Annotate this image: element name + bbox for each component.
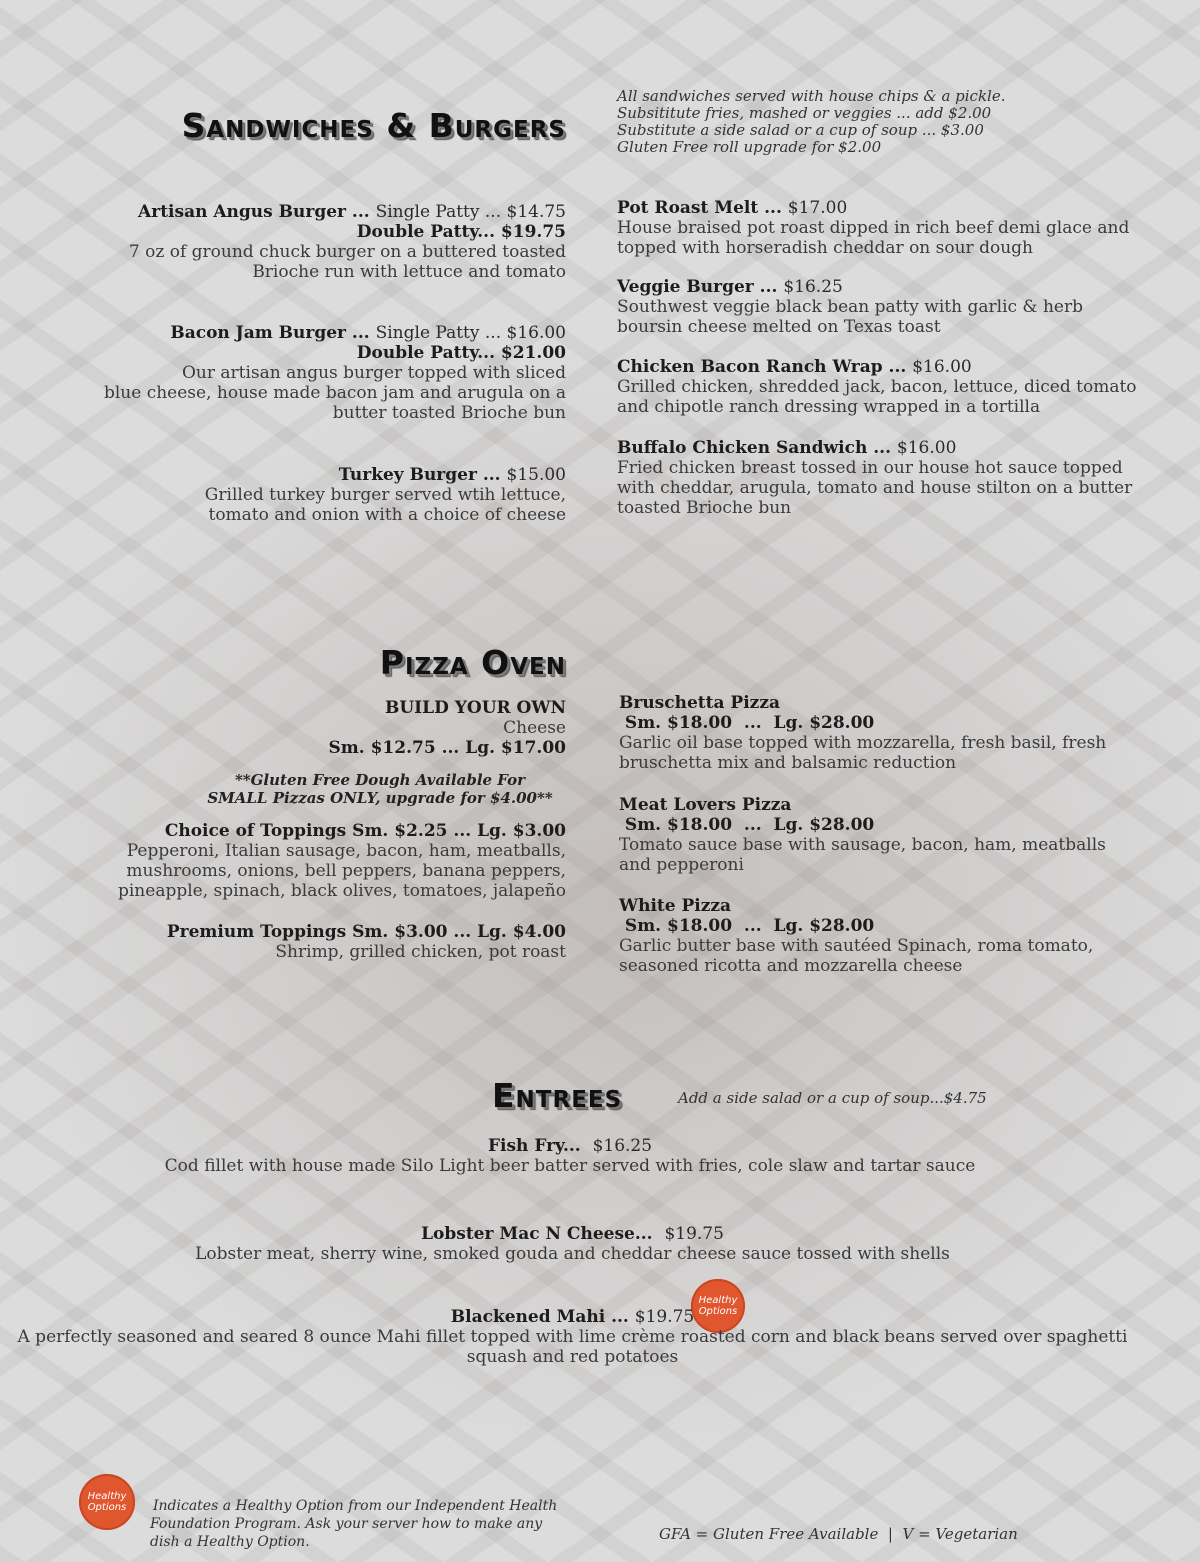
item-desc: Fried chicken breast tossed in our house hot sauce topped	[617, 458, 1123, 478]
entrees-title: Entrees	[492, 1076, 623, 1115]
dietary-legend: GFA = Gluten Free Available | V = Vegetarian	[659, 1525, 1018, 1543]
menu-item-bruschetta-pizza	[619, 693, 1179, 773]
item-desc: Garlic oil base topped with mozzarella, fresh basil, fresh	[619, 733, 1107, 753]
menu-item-lobster-mac	[0, 1224, 1145, 1264]
menu-item-veggie-burger	[617, 277, 1177, 337]
entrees-note: Add a side salad or a cup of soup...$4.75	[678, 1089, 987, 1107]
item-name: Chicken Bacon Ranch Wrap ...	[617, 357, 913, 377]
item-desc: topped with horseradish cheddar on sour dough	[617, 238, 1033, 258]
item-name: Veggie Burger ...	[617, 277, 784, 297]
item-prices: Sm. $18.00 ... Lg. $28.00	[619, 815, 875, 835]
gf-line: **Gluten Free Dough Available For	[234, 771, 526, 789]
item-name: Fish Fry...	[487, 1136, 593, 1156]
sandwiches-title: Sandwiches & Burgers	[181, 106, 566, 145]
menu-item-blackened-mahi	[0, 1307, 1145, 1367]
footer-line: Indicates a Healthy Option from our Independent Health	[153, 1498, 558, 1514]
item-desc: boursin cheese melted on Texas toast	[617, 317, 941, 337]
item-price: $16.00	[912, 357, 972, 377]
pizza-toppings	[60, 821, 566, 901]
item-price: Single Patty ... $14.75	[375, 202, 566, 222]
byo-prices: Sm. $12.75 ... Lg. $17.00	[328, 738, 566, 758]
healthy-options-legend-icon	[79, 1474, 135, 1530]
menu-item-buffalo-chicken-sandwich	[617, 438, 1177, 518]
item-desc: Southwest veggie black bean patty with garlic & herb	[617, 297, 1083, 317]
toppings-desc: pineapple, spinach, black olives, tomatoes, jalapeño	[117, 881, 566, 901]
sandwich-notes	[617, 88, 1177, 156]
badge-text: Options	[87, 1502, 127, 1513]
pizza-premium-toppings	[60, 922, 566, 962]
item-desc: Brioche run with lettuce and tomato	[252, 262, 566, 282]
badge-text: Healthy	[87, 1491, 127, 1502]
toppings-desc: Pepperoni, Italian sausage, bacon, ham, meatballs,	[126, 841, 566, 861]
note-line: All sandwiches served with house chips & a pickle.	[617, 87, 1006, 105]
note-line: Gluten Free roll upgrade for $2.00	[617, 138, 882, 156]
item-prices: Sm. $18.00 ... Lg. $28.00	[619, 916, 875, 936]
item-desc: blue cheese, house made bacon jam and arugula on a	[103, 383, 566, 403]
menu-item-artisan-burger	[60, 202, 566, 282]
item-desc: toasted Brioche bun	[617, 498, 792, 518]
item-name: Artisan Angus Burger ...	[138, 202, 376, 222]
item-name: Turkey Burger ...	[338, 465, 507, 485]
item-name: Meat Lovers Pizza	[619, 795, 792, 815]
item-price-double: Double Patty... $21.00	[356, 343, 566, 363]
item-name: White Pizza	[619, 896, 732, 916]
item-name: Bacon Jam Burger ...	[170, 323, 376, 343]
badge-text: Options	[698, 1306, 738, 1317]
gluten-free-note	[160, 771, 600, 807]
item-desc: Tomato sauce base with sausage, bacon, ham, meatballs	[619, 835, 1106, 855]
item-price: $19.75	[664, 1224, 724, 1244]
item-name: Buffalo Chicken Sandwich ...	[617, 438, 897, 458]
menu-item-turkey-burger	[60, 465, 566, 525]
menu-item-white-pizza	[619, 896, 1179, 976]
item-desc: Grilled chicken, shredded jack, bacon, lettuce, diced tomato	[617, 377, 1137, 397]
item-desc: Cod fillet with house made Silo Light beer batter served with fries, cole slaw and tartar sauce	[164, 1156, 976, 1176]
note-line: Substitute a side salad or a cup of soup ... $3.00	[617, 121, 984, 139]
item-desc: and chipotle ranch dressing wrapped in a tortilla	[617, 397, 1041, 417]
item-desc: 7 oz of ground chuck burger on a buttered toasted	[128, 242, 566, 262]
pizza-build-your-own	[60, 698, 566, 758]
item-price: $15.00	[506, 465, 566, 485]
item-desc: with cheddar, arugula, tomato and house stilton on a butter	[617, 478, 1133, 498]
item-desc: House braised pot roast dipped in rich beef demi glace and	[617, 218, 1130, 238]
item-desc: A perfectly seasoned and seared 8 ounce Mahi fillet topped with lime crème roasted corn and black beans served over spaghetti	[17, 1327, 1128, 1347]
item-price: $19.75	[634, 1307, 695, 1327]
premium-desc: Shrimp, grilled chicken, pot roast	[275, 942, 566, 962]
menu-item-chicken-bacon-ranch-wrap	[617, 357, 1177, 417]
item-name: Blackened Mahi ...	[450, 1307, 635, 1327]
item-desc: Grilled turkey burger served wtih lettuce,	[204, 485, 566, 505]
item-name: Bruschetta Pizza	[619, 693, 780, 713]
item-price: Single Patty ... $16.00	[375, 323, 566, 343]
item-price: $17.00	[787, 198, 848, 218]
item-desc: Lobster meat, sherry wine, smoked gouda and cheddar cheese sauce tossed with shells	[195, 1244, 950, 1264]
footer-line: dish a Healthy Option.	[150, 1534, 310, 1550]
toppings-title: Choice of Toppings Sm. $2.25 ... Lg. $3.00	[164, 821, 566, 841]
menu-item-fish-fry	[0, 1136, 1140, 1176]
item-desc: and pepperoni	[619, 855, 744, 875]
item-desc: Garlic butter base with sautéed Spinach, roma tomato,	[619, 936, 1094, 956]
item-desc: butter toasted Brioche bun	[332, 403, 566, 423]
item-prices: Sm. $18.00 ... Lg. $28.00	[619, 713, 875, 733]
menu-item-meat-lovers-pizza	[619, 795, 1179, 875]
item-name: Lobster Mac N Cheese...	[421, 1224, 665, 1244]
item-desc: squash and red potatoes	[466, 1347, 679, 1367]
item-desc: Our artisan angus burger topped with sliced	[181, 363, 566, 383]
menu-item-pot-roast-melt	[617, 198, 1177, 258]
footer-line: Foundation Program. Ask your server how to make any	[150, 1516, 543, 1532]
premium-title: Premium Toppings Sm. $3.00 ... Lg. $4.00	[166, 922, 566, 942]
item-price: $16.00	[896, 438, 957, 458]
badge-text: Healthy	[698, 1295, 738, 1306]
toppings-desc: mushrooms, onions, bell peppers, banana peppers,	[126, 861, 566, 881]
healthy-option-explanation	[150, 1497, 570, 1551]
note-line: Subsititute fries, mashed or veggies ... add $2.00	[617, 104, 992, 122]
byo-sub: Cheese	[503, 718, 566, 738]
item-price: $16.25	[592, 1136, 653, 1156]
item-desc: seasoned ricotta and mozzarella cheese	[619, 956, 963, 976]
gf-line: SMALL Pizzas ONLY, upgrade for $4.00**	[207, 789, 553, 807]
item-name: Pot Roast Melt ...	[617, 198, 788, 218]
byo-title: BUILD YOUR OWN	[384, 698, 566, 718]
item-desc: tomato and onion with a choice of cheese	[208, 505, 566, 525]
item-desc: bruschetta mix and balsamic reduction	[619, 753, 957, 773]
menu-item-bacon-jam-burger	[60, 323, 566, 423]
item-price-double: Double Patty... $19.75	[356, 222, 566, 242]
item-price: $16.25	[783, 277, 843, 297]
pizza-title: Pizza Oven	[379, 643, 566, 682]
